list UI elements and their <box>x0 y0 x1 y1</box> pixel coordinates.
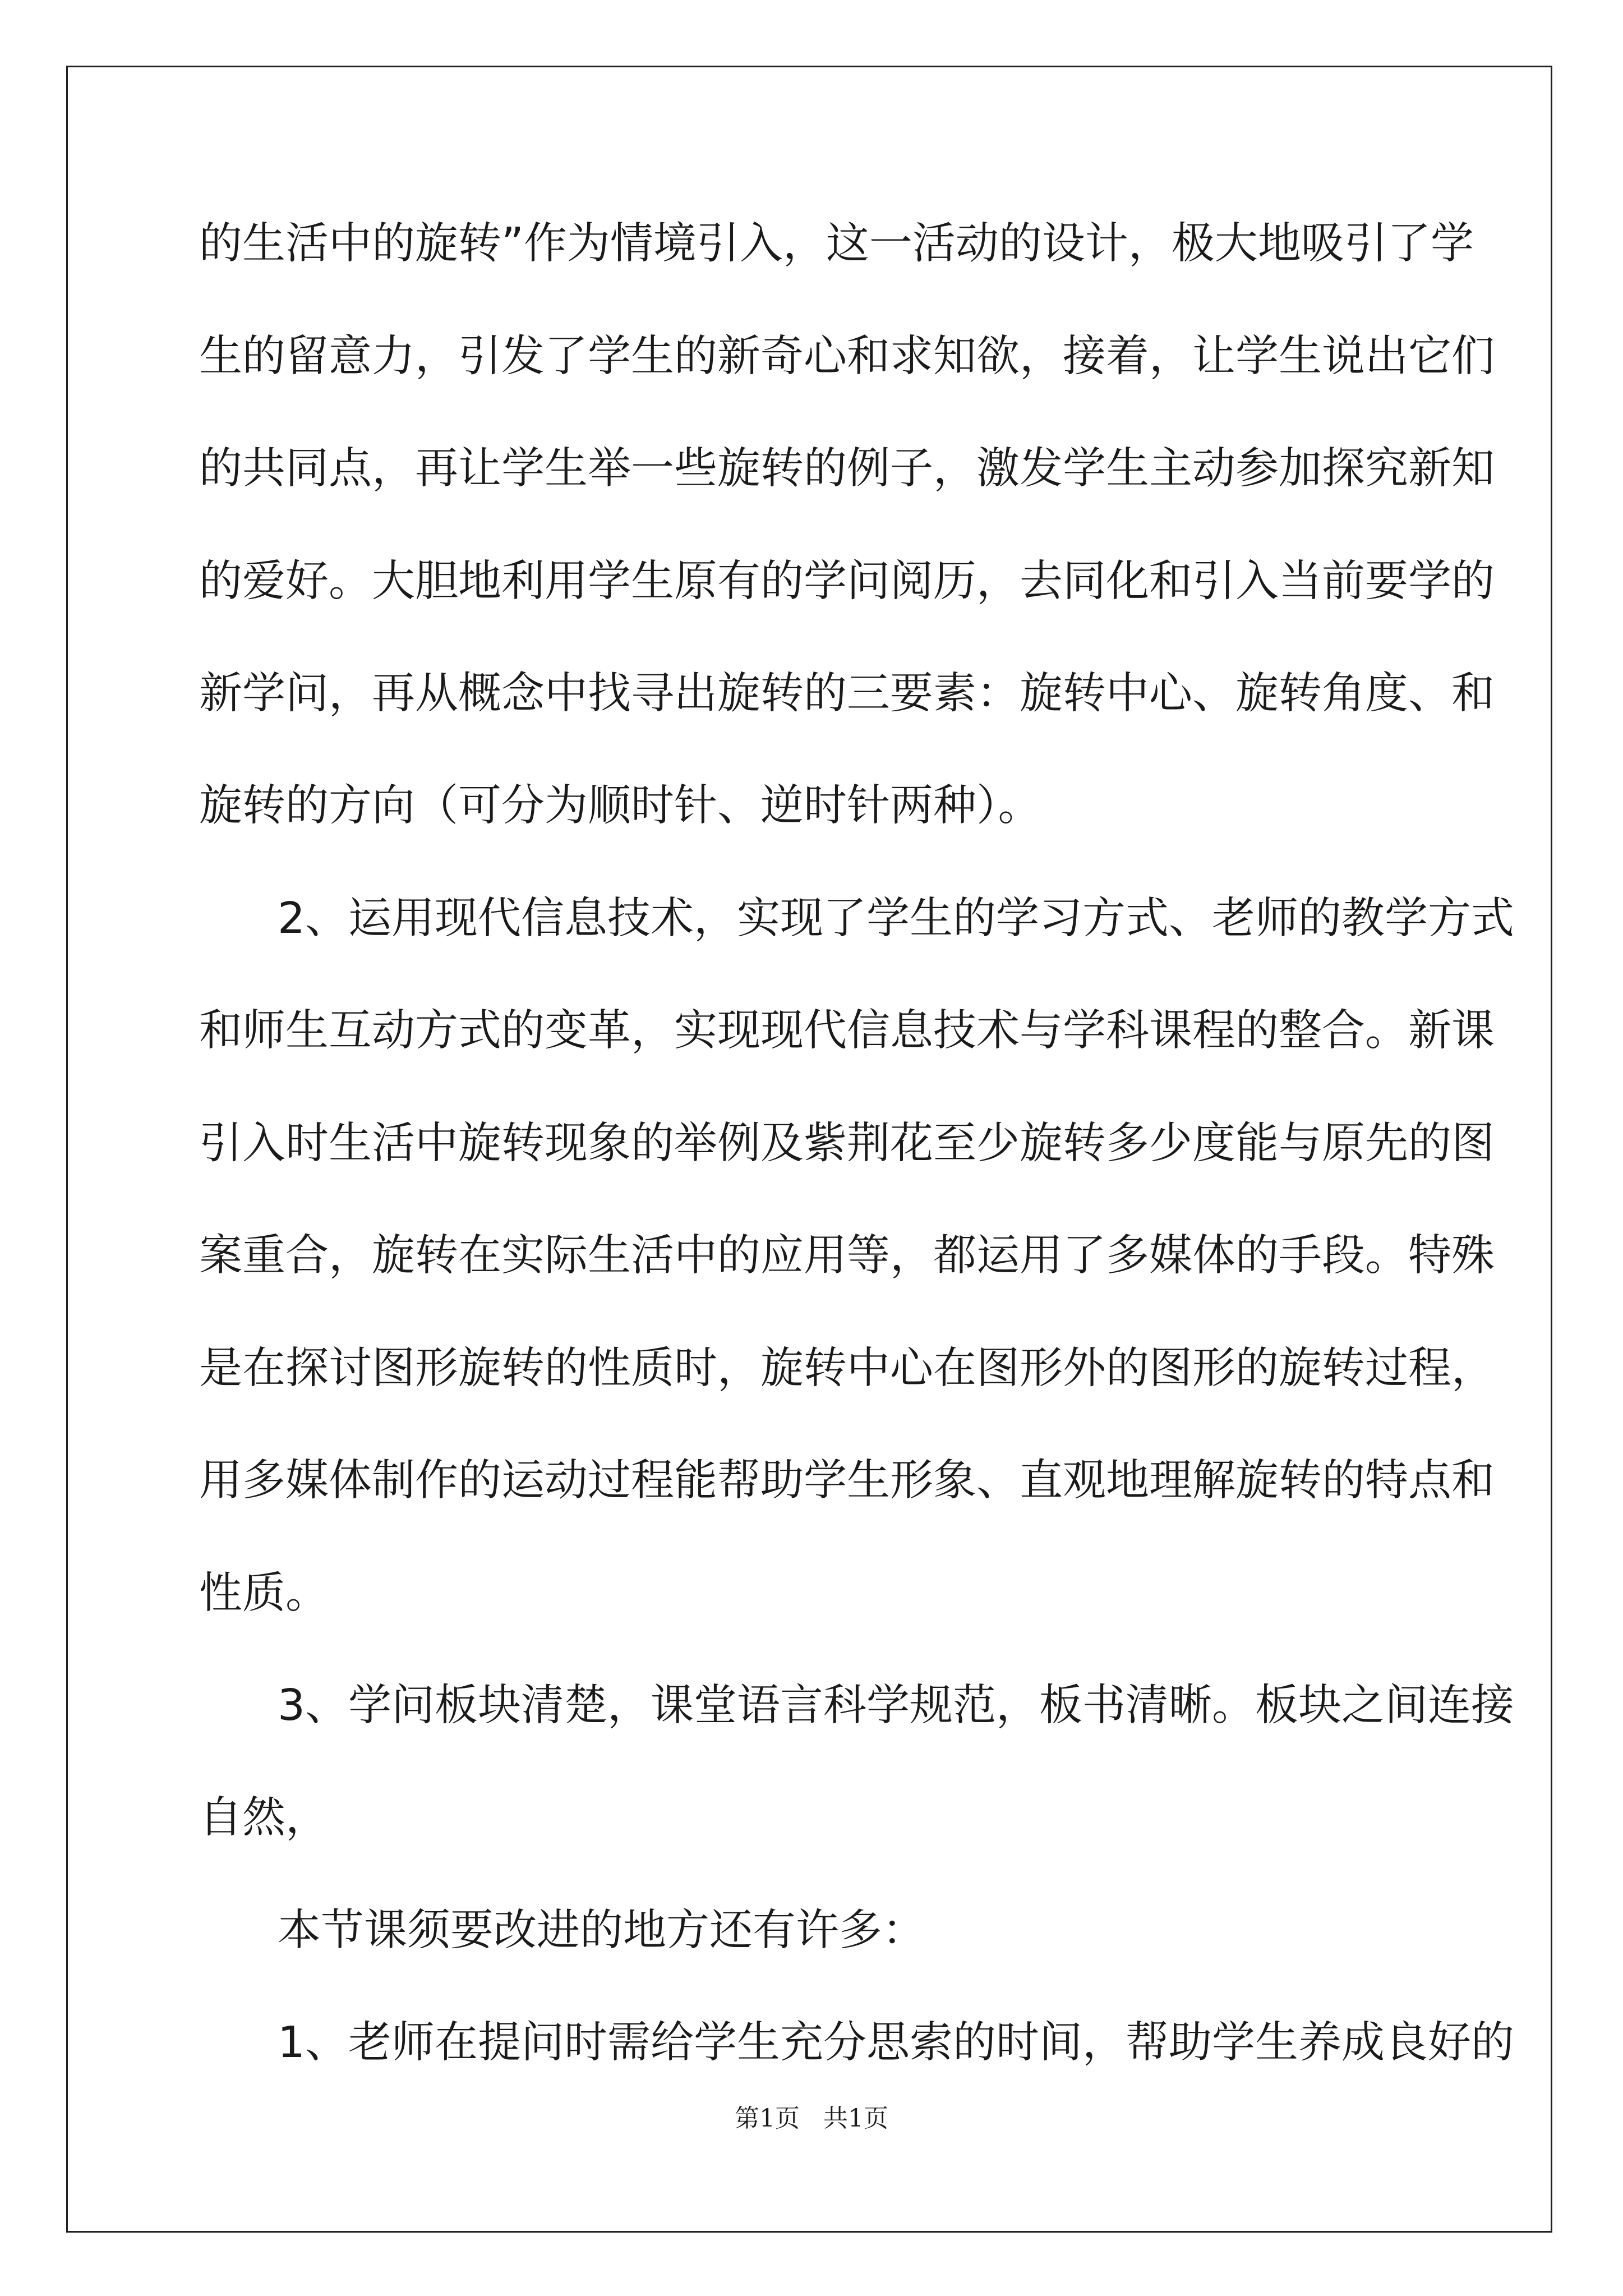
body-line: 和师生互动方式的变革，实现现代信息技术与学科课程的整合。新课 <box>199 1006 1495 1056</box>
body-line: 引入时生活中旋转现象的举例及紫荆花至少旋转多少度能与原先的图 <box>199 1119 1495 1168</box>
body-line: 新学问，再从概念中找寻出旋转的三要素：旋转中心、旋转角度、和 <box>199 669 1495 719</box>
body-line: 的共同点，再让学生举一些旋转的例子，激发学生主动参加探究新知 <box>199 444 1495 494</box>
body-line: 案重合，旋转在实际生活中的应用等，都运用了多媒体的手段。特殊 <box>199 1231 1495 1281</box>
paragraph-first-line: 3、学问板块清楚，课堂语言科学规范，板书清晰。板块之间连接 <box>278 1681 1514 1731</box>
body-line: 是在探讨图形旋转的性质时，旋转中心在图形外的图形的旋转过程， <box>199 1343 1495 1393</box>
body-line: 旋转的方向（可分为顺时针、逆时针两种）。 <box>199 781 1041 831</box>
paragraph-first-line: 2、运用现代信息技术，实现了学生的学习方式、老师的教学方式 <box>278 894 1514 944</box>
body-line: 用多媒体制作的运动过程能帮助学生形象、直观地理解旋转的特点和 <box>199 1456 1495 1506</box>
body-line: 的生活中的旋转”作为情境引入，这一活动的设计，极大地吸引了学 <box>199 219 1474 269</box>
page-footer: 第1页 共1页 <box>735 2104 888 2133</box>
body-line: 性质。 <box>199 1568 329 1618</box>
body-line: 的爱好。大胆地利用学生原有的学问阅历，去同化和引入当前要学的 <box>199 556 1495 606</box>
body-line: 生的留意力，引发了学生的新奇心和求知欲，接着，让学生说出它们 <box>199 332 1495 381</box>
paragraph-first-line: 1、老师在提问时需给学生充分思索的时间，帮助学生养成良好的 <box>278 2018 1514 2068</box>
paragraph-first-line: 本节课须要改进的地方还有许多： <box>278 1906 925 1955</box>
body-line: 自然， <box>199 1793 329 1843</box>
